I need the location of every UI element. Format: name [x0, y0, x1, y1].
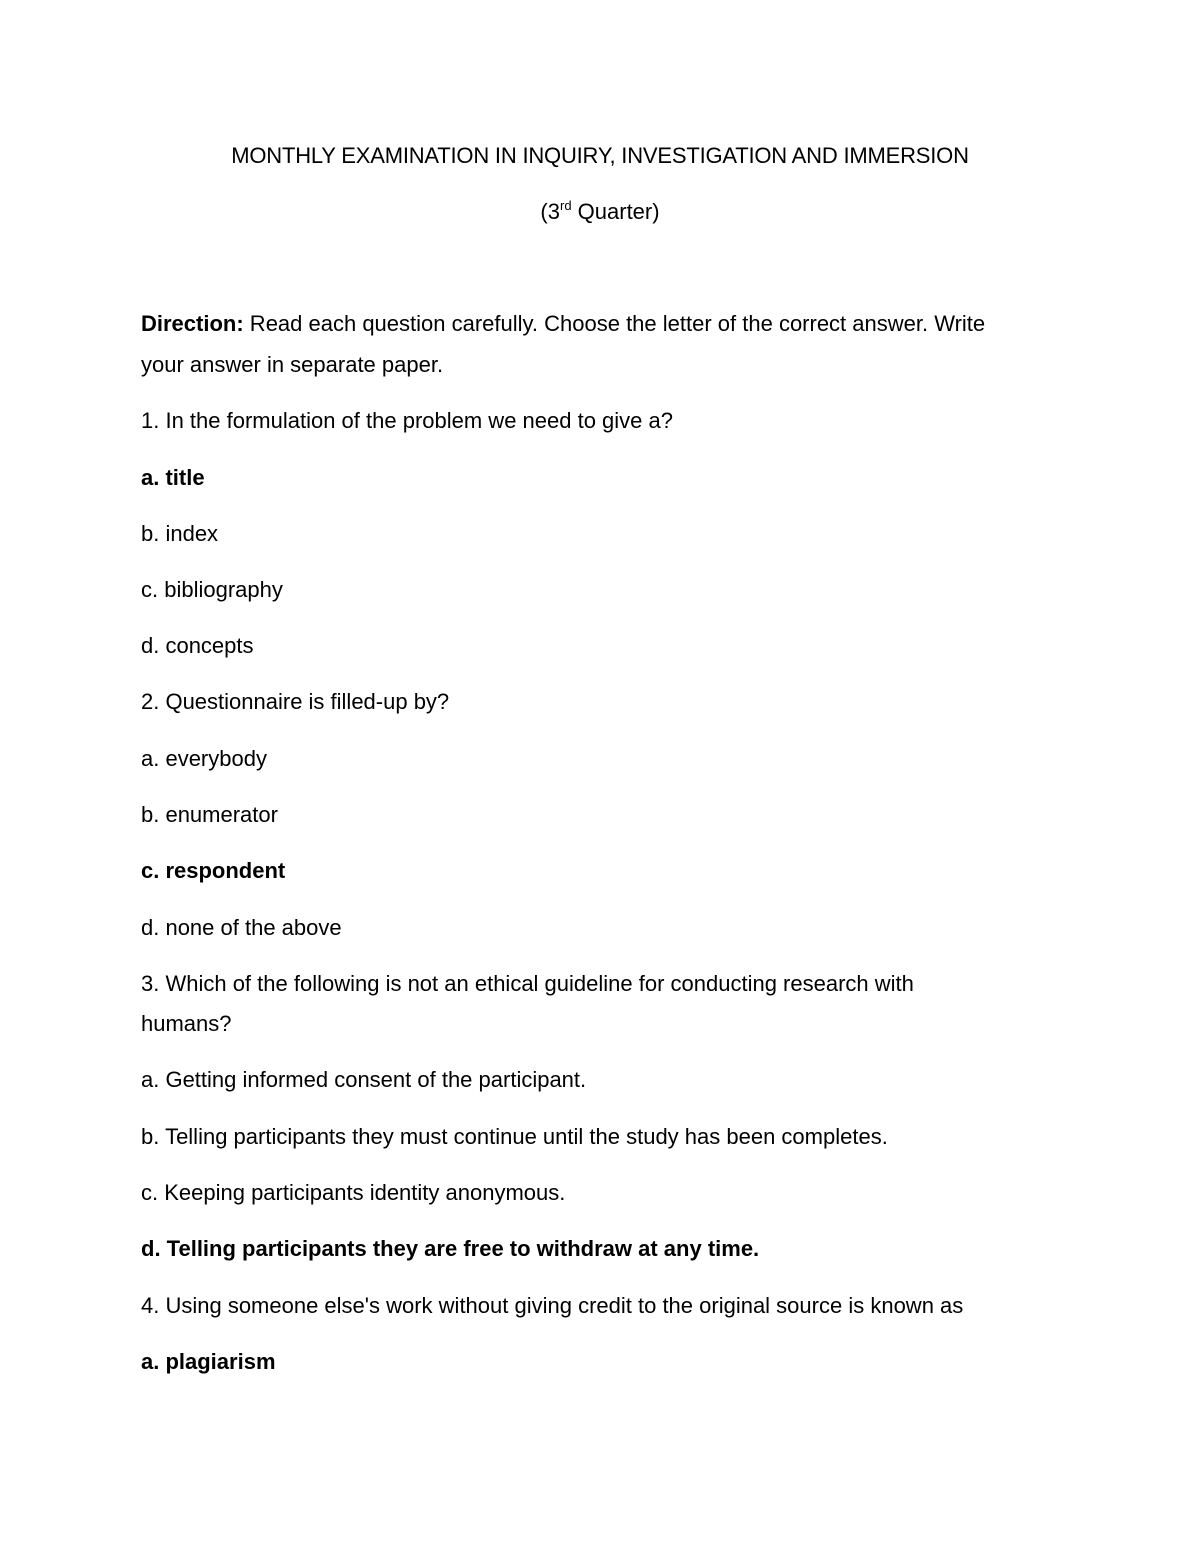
question-4: 4. Using someone else's work without giving credit to the original source is known as — [141, 1293, 964, 1318]
question-3-line-2: humans? — [141, 1011, 232, 1036]
q2-choice-a: a. everybody — [141, 746, 267, 771]
subtitle-close: Quarter) — [571, 199, 660, 224]
question-3-line-1: 3. Which of the following is not an ethical guideline for conducting research with — [141, 971, 914, 996]
q1-choice-c: c. bibliography — [141, 577, 283, 602]
direction-line-2: your answer in separate paper. — [141, 352, 444, 377]
exam-subtitle — [0, 198, 1200, 226]
q2-choice-b: b. enumerator — [141, 802, 278, 827]
direction-text-1: Read each question carefully. Choose the letter of the correct answer. Write — [243, 311, 986, 336]
q1-choice-d: d. concepts — [141, 633, 254, 658]
direction-line-1 — [141, 310, 985, 338]
q2-choice-c-answer: c. respondent — [141, 858, 286, 883]
q4-choice-a-answer: a. plagiarism — [141, 1349, 276, 1374]
subtitle-superscript: rd — [559, 198, 572, 213]
q3-choice-b: b. Telling participants they must continue until the study has been completes. — [141, 1124, 888, 1149]
q3-choice-d-answer: d. Telling participants they are free to withdraw at any time. — [141, 1236, 760, 1261]
q1-choice-a-answer: a. title — [141, 465, 205, 490]
subtitle-open: (3 — [540, 199, 560, 224]
exam-title: MONTHLY EXAMINATION IN INQUIRY, INVESTIGATION AND IMMERSION — [231, 143, 969, 168]
direction-label: Direction: — [141, 311, 244, 336]
q1-choice-b: b. index — [141, 521, 219, 546]
q2-choice-d: d. none of the above — [141, 915, 342, 940]
question-1: 1. In the formulation of the problem we need to give a? — [141, 408, 673, 433]
q3-choice-a: a. Getting informed consent of the participant. — [141, 1067, 587, 1092]
question-2: 2. Questionnaire is filled-up by? — [141, 689, 450, 714]
q3-choice-c: c. Keeping participants identity anonymous. — [141, 1180, 566, 1205]
